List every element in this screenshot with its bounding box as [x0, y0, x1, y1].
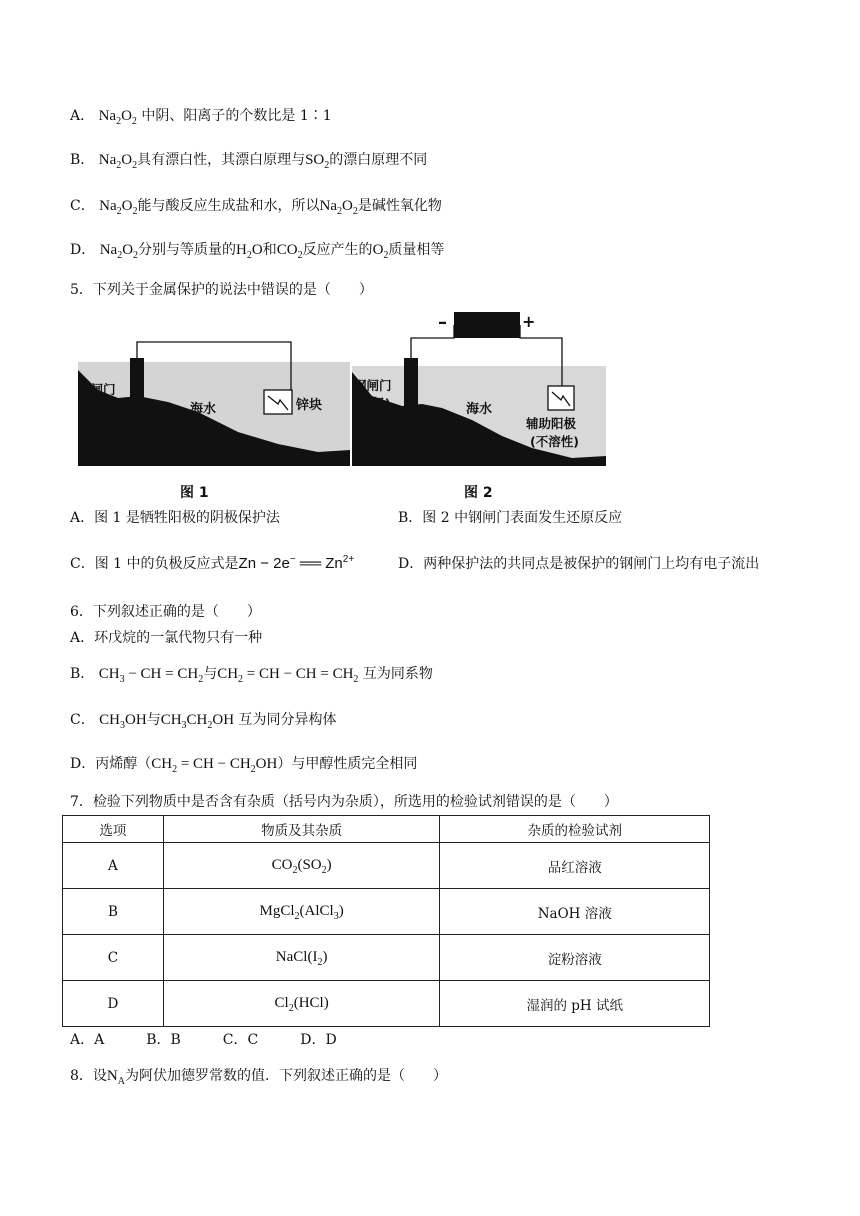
row-option: B	[63, 889, 164, 935]
fig2-water-label: 海水	[466, 402, 493, 417]
q6-stem: 6．下列叙述正确的是（ ）	[70, 604, 261, 620]
fig1-zinc-label: 锌块	[296, 398, 323, 413]
q5-stem: 5．下列关于金属保护的说法中错误的是（ ）	[70, 282, 373, 298]
q5-option-b: B．图 2 中钢闸门表面发生还原反应	[398, 510, 623, 526]
q5-option-d: D．两种保护法的共同点是被保护的钢闸门上均有电子流出	[398, 556, 760, 572]
header-option: 选项	[63, 816, 164, 843]
q7-choices: A．A B．B C．C D．D	[70, 1032, 337, 1048]
fig2-minus-sign: –	[438, 312, 447, 333]
fig1-gate-label: 钢闸门	[78, 382, 116, 397]
row-reagent: NaOH 溶液	[440, 889, 710, 935]
q4-option-b: B． $Na_2O_2$具有漂白性，其漂白原理与$SO_2$的漂白原理不同	[70, 152, 428, 171]
table-row	[63, 843, 710, 889]
q7-stem: 7．检验下列物质中是否含有杂质（括号内为杂质），所选用的检验试剂错误的是（ ）	[70, 794, 618, 810]
row-substance: $NaCl(I_2)$	[163, 935, 440, 981]
q5-option-a: A．图 1 是牺牲阳极的阴极保护法	[70, 510, 280, 526]
row-reagent: 淀粉溶液	[440, 935, 710, 981]
row-option: C	[63, 935, 164, 981]
fig2-anode-note: (不溶性)	[530, 434, 579, 449]
q6-option-d: D．丙烯醇（$CH_2$ = CH − $CH_2OH$）与甲醇性质完全相同	[70, 756, 418, 775]
fig2-gate-label: 钢闸门	[354, 378, 392, 393]
q6-option-b: B． $CH_3$ − CH = $CH_2$与$CH_2$ = CH − CH = $CH_2$ 互为同系物	[70, 666, 433, 685]
q4-option-c: C． $Na_2O_2$能与酸反应生成盐和水，所以$Na_2O_2$是碱性氧化物	[70, 198, 442, 217]
table-row	[63, 889, 710, 935]
q6-option-a: A．环戊烷的一氯代物只有一种	[70, 630, 263, 646]
row-reagent: 品红溶液	[440, 843, 710, 889]
fig2-gate-note: (阴极)	[354, 396, 391, 411]
table-row	[63, 981, 710, 1027]
fig2-plus-sign: +	[522, 312, 536, 331]
q6-option-c: C． $CH_3OH$与$CH_3CH_2OH$ 互为同分异构体	[70, 712, 337, 731]
table-row	[63, 935, 710, 981]
row-option: D	[63, 981, 164, 1027]
fig2-caption: 图 2	[464, 485, 493, 501]
header-substance: 物质及其杂质	[163, 816, 440, 843]
fig1-caption: 图 1	[180, 485, 209, 501]
q5-option-c: C．图 1 中的负极反应式是Zn − 2e− ══ $Zn^{2+}$	[70, 554, 355, 572]
q8-stem: 8．设$N_A$为阿伏加德罗常数的值．下列叙述正确的是（ ）	[70, 1068, 447, 1087]
q7-table	[62, 815, 710, 1027]
fig2-anode-label: 辅助阳极	[526, 416, 577, 431]
row-substance: $CO_2(SO_2)$	[163, 843, 440, 889]
row-option: A	[63, 843, 164, 889]
row-reagent: 湿润的 pH 试纸	[440, 981, 710, 1027]
row-substance: MgCl$_2$(AlCl$_3$)	[163, 889, 440, 935]
row-substance: $Cl_2(HCl)$	[163, 981, 440, 1027]
q4-option-d: D． $Na_2O_2$分别与等质量的$H_2O$和$CO_2$反应产生的$O_2$质量相等	[70, 242, 445, 261]
table-header-row	[63, 816, 710, 843]
fig1-water-label: 海水	[190, 402, 217, 417]
q4-option-a: A． $Na_2O_2$ 中阴、阳离子的个数比是 1∶1	[70, 108, 332, 127]
header-reagent: 杂质的检验试剂	[440, 816, 710, 843]
